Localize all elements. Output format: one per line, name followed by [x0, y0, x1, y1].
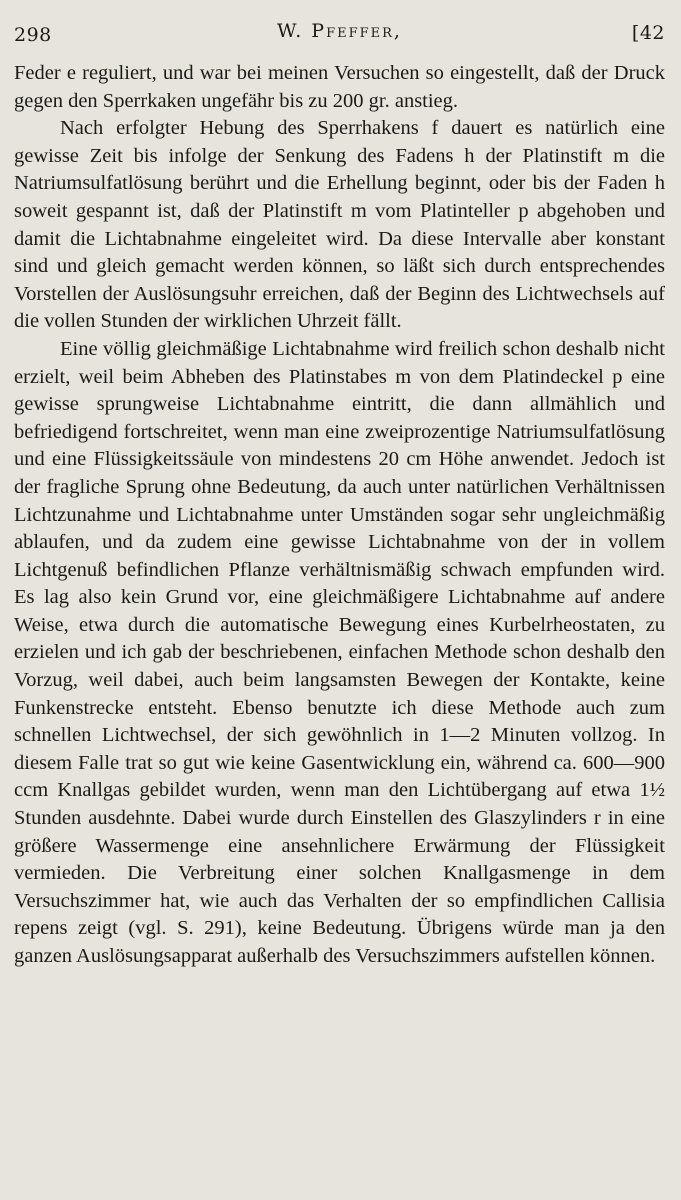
paragraph: Nach erfolgter Hebung des Sperrhakens f dauert es natürlich eine gewisse Zeit bis infolge der Senkung des Fadens h der Platinstift m die Natriumsulfatlösung berührt und die Erhellung beginnt, oder bis der Faden h soweit gespannt ist, daß der Platinstift m vom Platinteller p abgehoben und damit die Lichtabnahme eingeleitet wird. Da diese Intervalle aber konstant sind und gleich gemacht werden können, so läßt sich durch entsprechendes Vorstellen der Auslösungsuhr erreichen, daß der Beginn des Lichtwechsels auf die vollen Stunden der wirklichen Uhrzeit fällt. — [14, 117, 665, 333]
page-body — [14, 60, 665, 971]
section-reference: [42 — [631, 22, 665, 44]
page-header — [14, 20, 665, 60]
page-number: 298 — [14, 24, 52, 46]
running-head: W. Pfeffer, — [277, 20, 402, 42]
paragraph: Eine völlig gleichmäßige Lichtabnahme wird freilich schon deshalb nicht erzielt, weil beim Abheben des Platinstabes m von dem Platindeckel p eine gewisse sprungweise Lichtabnahme eintritt, die dann allmählich und befriedigend fortschreitet, wenn man eine zweiprozentige Natriumsulfatlösung und eine Flüssigkeitssäule von mindestens 20 cm Höhe anwendet. Jedoch ist der fragliche Sprung ohne Bedeutung, da auch unter natürlichen Verhältnissen Lichtzunahme und Lichtabnahme unter Umständen sogar sehr ungleichmäßig ablaufen, und da zudem eine gewisse Lichtabnahme von der in vollem Lichtgenuß befindlichen Pflanze verhältnismäßig schwach empfunden wird. Es lag also kein Grund vor, eine gleichmäßigere Lichtabnahme auf andere Weise, etwa durch die automatische Bewegung eines Kurbelrheostaten, zu erzielen und ich gab der beschriebenen, einfachen Methode schon deshalb den Vorzug, weil dabei, auch beim langsamsten Bewegen der Kontakte, keine Funkenstrecke entsteht. Ebenso benutzte ich diese Methode auch zum schnellen Lichtwechsel, der sich gewöhnlich in 1—2 Minuten vollzog. In diesem Falle trat so gut wie keine Gasentwicklung ein, während ca. 600—900 ccm Knallgas gebildet wurden, wenn man den Lichtübergang auf etwa 1½ Stunden ausdehnte. Dabei wurde durch Einstellen des Glaszylinders r in eine größere Wassermenge eine ansehnlichere Erwärmung der Flüssigkeit vermieden. Die Verbreitung einer solchen Knallgasmenge in dem Versuchszimmer hat, wie auch das Verhalten der so empfindlichen Callisia repens zeigt (vgl. S. 291), keine Bedeutung. Übrigens würde man ja den ganzen Auslösungsapparat außerhalb des Versuchszimmers aufstellen können. — [14, 337, 665, 967]
paragraph-continued: Feder e reguliert, und war bei meinen Versuchen so eingestellt, daß der Druck gegen den Sperrkaken ungefähr bis zu 200 gr. anstieg. — [14, 62, 665, 112]
